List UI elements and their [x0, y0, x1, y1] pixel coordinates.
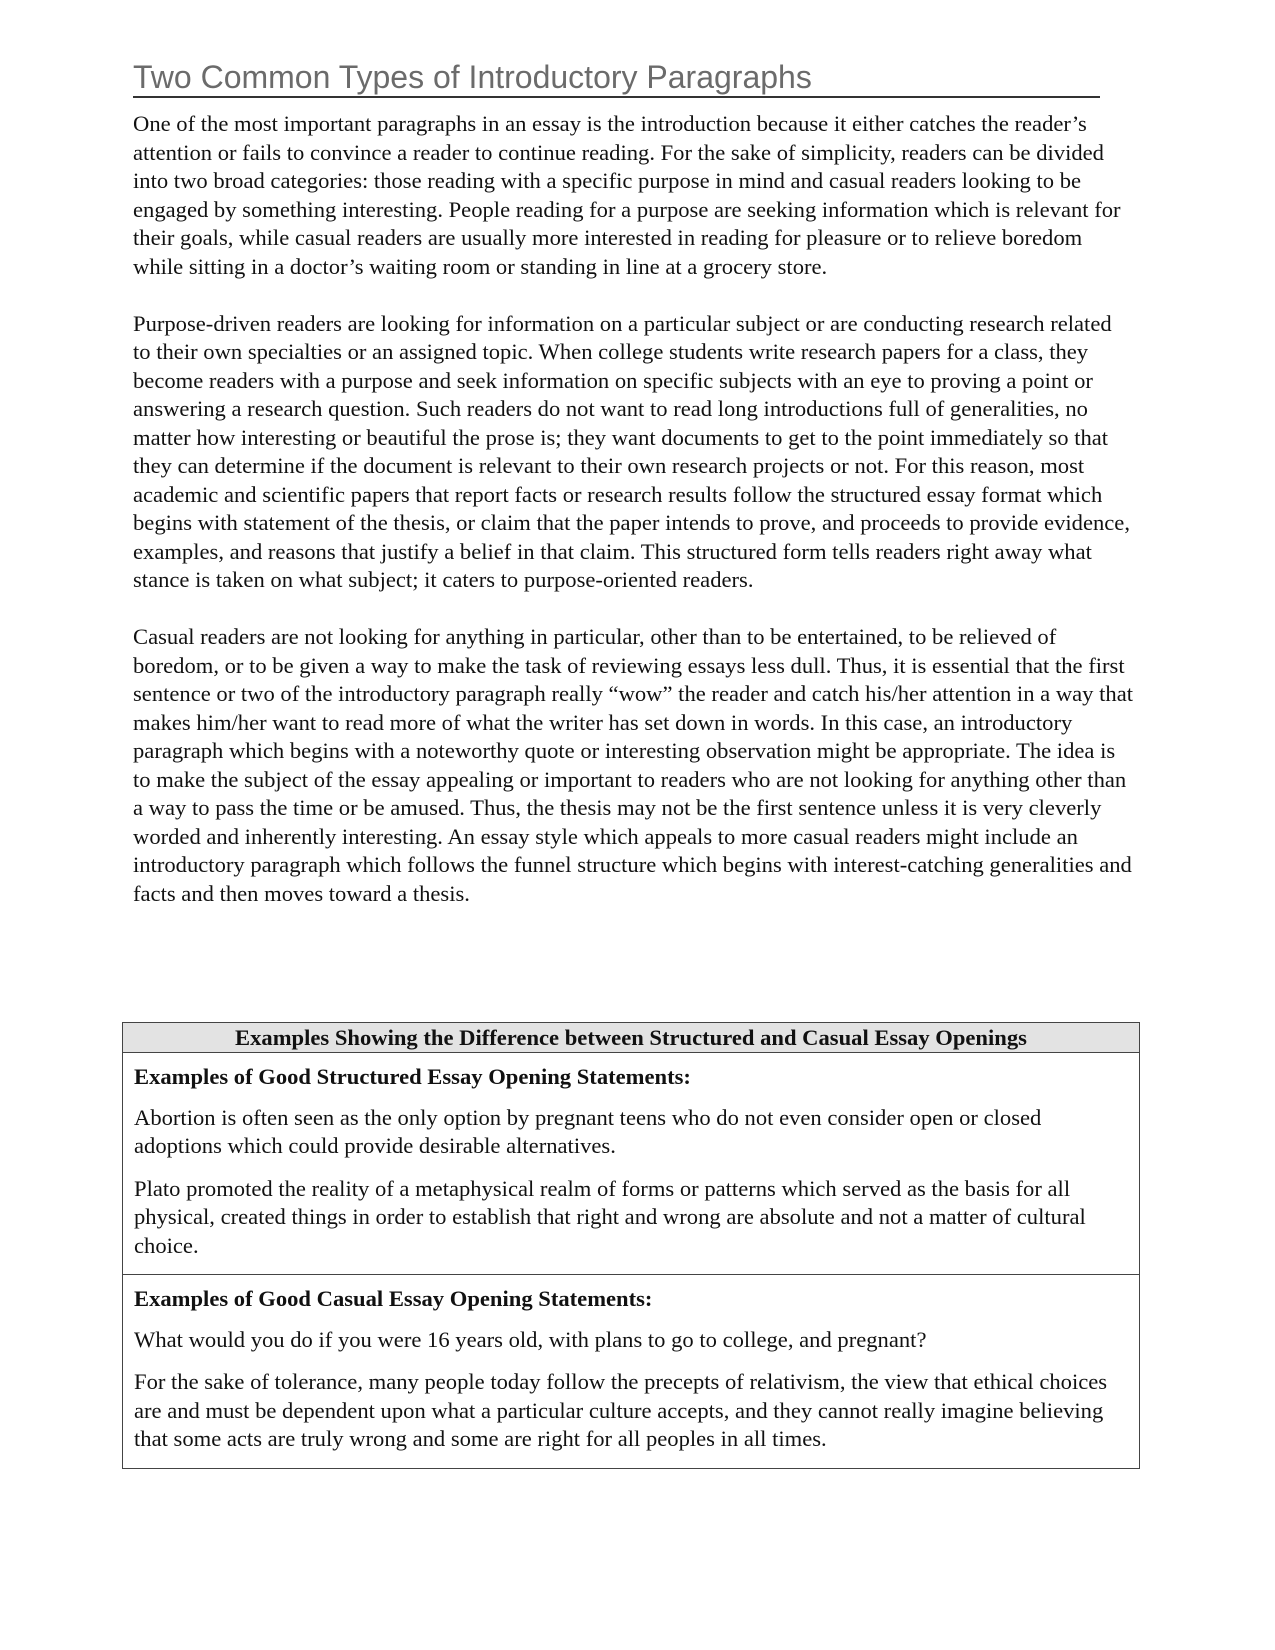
paragraph-casual-readers: Casual readers are not looking for anything in particular, other than to be entertained, to be relieved of boredom, or to be given a way to make the task of reviewing essays less dull. Thus, it is essential that the first sentence or two of the introductory paragraph really “wow” the reader and catch his/her attention in a way that makes him/her want to read more of what the writer has set down in words. In this case, an introductory paragraph which begins with a noteworthy quote or interesting observation might be appropriate. The idea is to make the subject of the essay appealing or important to readers who are not looking for anything other than a way to pass the time or be amused. Thus, the thesis may not be the first sentence unless it is very cleverly worded and inherently interesting. An essay style which appeals to more casual readers might include an introductory paragraph which follows the funnel structure which begins with interest-catching generalities and facts and then moves toward a thesis.: [133, 624, 1133, 906]
structured-example-2: Plato promoted the reality of a metaphysical realm of forms or patterns which served as the basis for all physical, created things in order to establish that right and wrong are absolute and not a matter of cultural choice.: [134, 1175, 1086, 1258]
paragraph-introduction: One of the most important paragraphs in an essay is the introduction because it either catches the reader’s attention or fails to convince a reader to continue reading. For the sake of simplicity, readers can be divided into two broad categories: those reading with a specific purpose in mind and casual readers looking to be engaged by something interesting. People reading for a purpose are seeking information which is relevant for their goals, while casual readers are usually more interested in reading for pleasure or to relieve boredom while sitting in a doctor’s waiting room or standing in line at a grocery store.: [133, 111, 1121, 279]
casual-examples-heading: Examples of Good Casual Essay Opening Statements:: [134, 1286, 653, 1311]
page-title: Two Common Types of Introductory Paragraphs: [133, 58, 1100, 98]
paragraph-purpose-driven-readers: Purpose-driven readers are looking for information on a particular subject or are conducting research related to their own specialties or an assigned topic. When college students write research papers for a class, they become readers with a purpose and seek information on specific subjects with an eye to proving a point or answering a research question. Such readers do not want to read long introductions full of generalities, no matter how interesting or beautiful the prose is; they want documents to get to the point immediately so that they can determine if the document is relevant to their own research projects or not. For this reason, most academic and scientific papers that report facts or research results follow the structured essay format which begins with statement of the thesis, or claim that the paper intends to prove, and proceeds to provide evidence, examples, and reasons that justify a belief in that claim. This structured form tells readers right away what stance is taken on what subject; it caters to purpose-oriented readers.: [133, 310, 1130, 592]
structured-examples-heading: Examples of Good Structured Essay Opening Statements:: [134, 1064, 691, 1089]
casual-example-2: For the sake of tolerance, many people today follow the precepts of relativism, the view that ethical choices are and must be dependent upon what a particular culture accepts, and they cannot really imagine believing that some acts are truly wrong and some are right for all peoples in all times.: [134, 1369, 1108, 1451]
casual-example-1: What would you do if you were 16 years old, with plans to go to college, and pregnant?: [134, 1326, 927, 1352]
examples-table: [122, 1022, 1140, 1469]
casual-examples-section: [123, 1274, 1139, 1468]
table-header: Examples Showing the Difference between Structured and Casual Essay Openings: [123, 1023, 1139, 1053]
structured-examples-section: [123, 1053, 1139, 1274]
structured-example-1: Abortion is often seen as the only option by pregnant teens who do not even consider open or closed adoptions which could provide desirable alternatives.: [134, 1104, 1042, 1158]
body-text: [133, 110, 1133, 937]
